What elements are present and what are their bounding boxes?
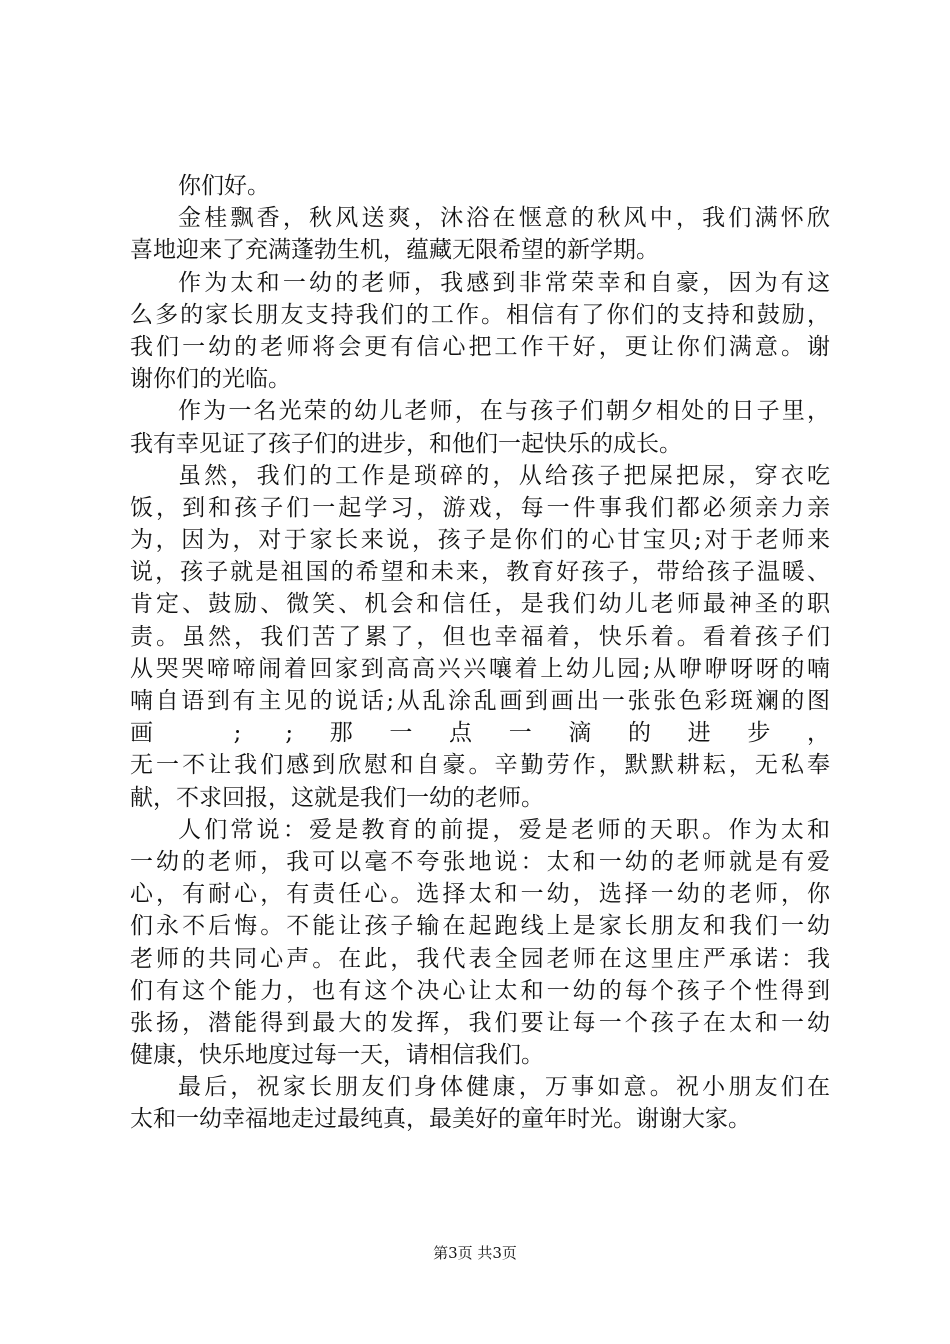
text-line: 作为太和一幼的老师，我感到非常荣幸和自豪，因为有这 — [178, 269, 830, 296]
text-line: 从哭哭啼啼闹着回家到高高兴兴嚷着上幼儿园;从咿咿呀呀的喃 — [130, 655, 830, 682]
text-line: 太和一幼幸福地走过最纯真，最美好的童年时光。谢谢大家。 — [130, 1106, 751, 1133]
text-line: 心，有耐心，有责任心。选择太和一幼，选择一幼的老师，你 — [130, 881, 830, 908]
text-line: 谢你们的光临。 — [130, 366, 291, 393]
text-line: 最后，祝家长朋友们身体健康，万事如意。祝小朋友们在 — [178, 1074, 830, 1101]
text-line: 饭，到和孩子们一起学习，游戏，每一件事我们都必须亲力亲 — [130, 494, 830, 521]
text-line: 责。虽然，我们苦了累了，但也幸福着，快乐着。看着孩子们 — [130, 623, 830, 650]
text-line: 虽然，我们的工作是琐碎的，从给孩子把屎把尿，穿衣吃 — [178, 462, 830, 489]
text-line: 一幼的老师，我可以毫不夸张地说：太和一幼的老师就是有爱 — [130, 848, 830, 875]
text-line: 画 ; ;那一点一滴的进步， — [130, 720, 830, 747]
text-line: 我们一幼的老师将会更有信心把工作干好，更让你们满意。谢 — [130, 333, 830, 360]
text-line: 说，孩子就是祖国的希望和未来，教育好孩子，带给孩子温暖、 — [130, 559, 830, 586]
text-line: 我有幸见证了孩子们的进步，和他们一起快乐的成长。 — [130, 430, 682, 457]
document-body — [130, 170, 830, 1136]
text-line: 金桂飘香，秋风送爽，沐浴在惬意的秋风中，我们满怀欣 — [178, 205, 830, 232]
text-line: 喜地迎来了充满蓬勃生机，蕴藏无限希望的新学期。 — [130, 237, 659, 264]
text-line: 人们常说：爱是教育的前提，爱是老师的天职。作为太和 — [178, 816, 830, 843]
text-line: 作为一名光荣的幼儿老师，在与孩子们朝夕相处的日子里， — [178, 398, 830, 425]
text-line: 么多的家长朋友支持我们的工作。相信有了你们的支持和鼓励， — [130, 301, 830, 328]
text-line: 健康，快乐地度过每一天，请相信我们。 — [130, 1042, 544, 1069]
text-line: 们有这个能力，也有这个决心让太和一幼的每个孩子个性得到 — [130, 977, 830, 1004]
text-line: 你们好。 — [178, 173, 270, 199]
text-line: 们永不后悔。不能让孩子输在起跑线上是家长朋友和我们一幼 — [130, 913, 830, 940]
text-line: 喃自语到有主见的说话;从乱涂乱画到画出一张张色彩斑斓的图 — [130, 688, 830, 714]
text-line: 无一不让我们感到欣慰和自豪。辛勤劳作，默默耕耘，无私奉 — [130, 752, 830, 779]
text-line: 为，因为，对于家长来说，孩子是你们的心甘宝贝;对于老师来 — [130, 527, 830, 554]
text-line: 肯定、鼓励、微笑、机会和信任，是我们幼儿老师最神圣的职 — [130, 591, 830, 618]
page-footer: 第3页 共3页 — [433, 1244, 517, 1262]
text-line: 献，不求回报，这就是我们一幼的老师。 — [130, 784, 544, 811]
text-line: 张扬，潜能得到最大的发挥，我们要让每一个孩子在太和一幼 — [130, 1009, 830, 1036]
text-line: 老师的共同心声。在此，我代表全园老师在这里庄严承诺：我 — [130, 945, 830, 972]
